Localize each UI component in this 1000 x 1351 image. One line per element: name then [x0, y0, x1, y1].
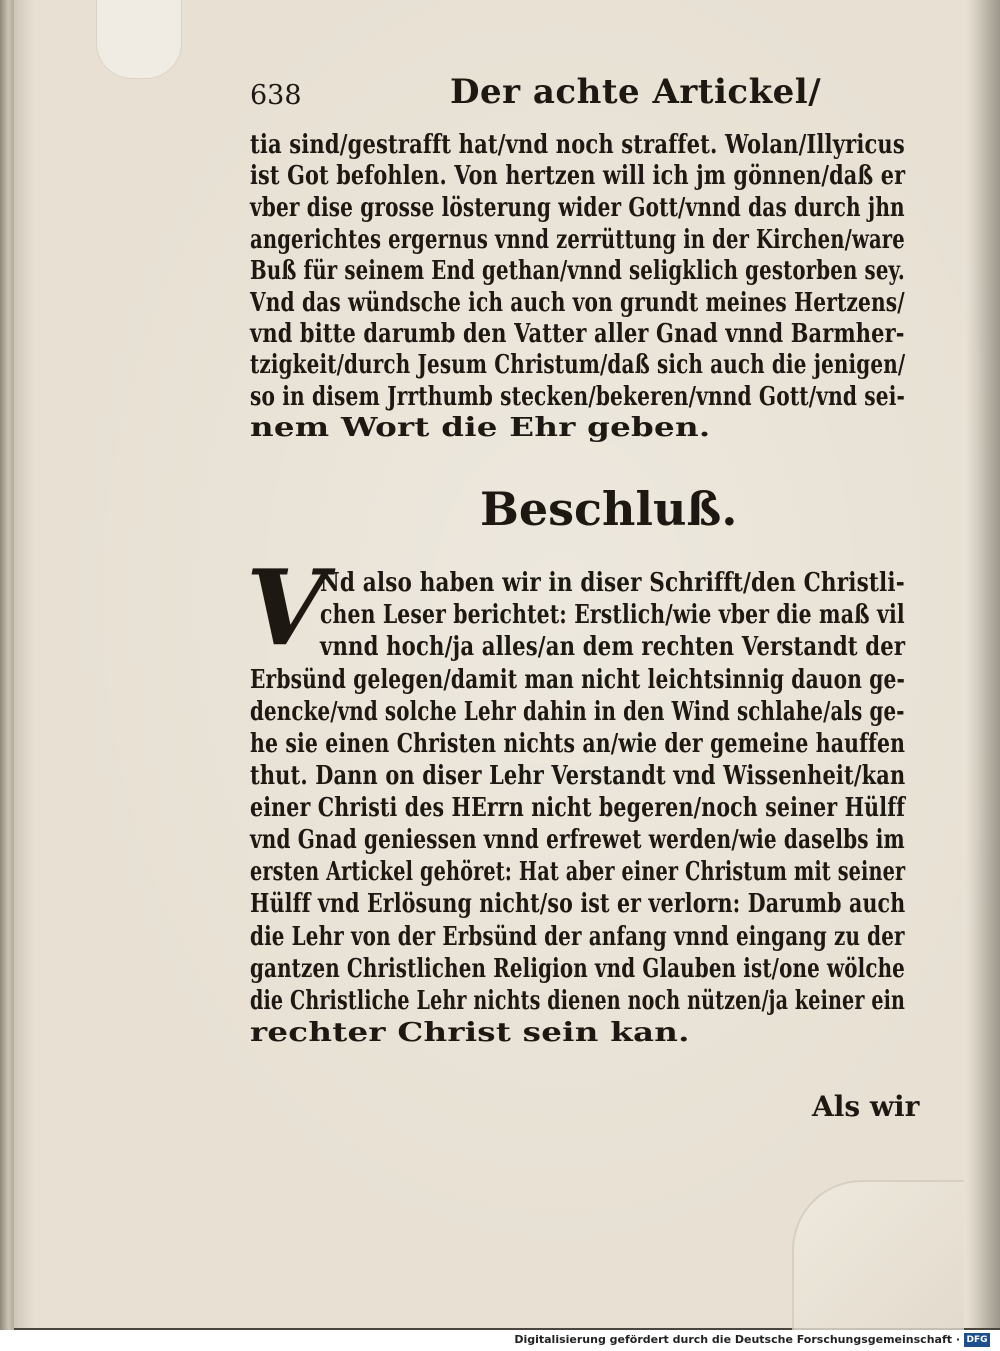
text-line: angerichtes ergernus vnnd zerrüttung in der Kirchen/ware	[250, 225, 905, 255]
text-line: tzigkeit/durch Jesum Christum/daß sich auch die jenigen/	[250, 350, 906, 380]
page-number: 638	[250, 80, 302, 111]
running-head: Der achte Artickel/	[450, 72, 822, 112]
text-line: he sie einen Christen nichts an/wie der gemeine hauffen	[250, 729, 906, 759]
dfg-logo-icon: DFG	[964, 1333, 990, 1347]
text-line: vber dise grosse lösterung wider Gott/vnnd das durch jhn	[250, 193, 905, 223]
page-header	[250, 70, 920, 120]
text-line: thut. Dann on diser Lehr Verstandt vnd Wissenheit/kan	[250, 761, 906, 791]
text-line: vnd Gnad geniessen vnnd erfrewet werden/wie daselbs im	[250, 825, 905, 855]
text-line: tia sind/gestrafft hat/vnd noch straffet. Wolan/Illyricus	[250, 130, 905, 160]
text-line: Vnd das wündsche ich auch von grundt meines Hertzens/	[250, 288, 905, 318]
text-line: dencke/vnd solche Lehr dahin in den Wind schlahe/als ge-	[250, 697, 905, 727]
text-line: gantzen Christlichen Religion vnd Glauben ist/one wölche	[250, 954, 905, 984]
drop-cap: V	[246, 546, 327, 669]
text-line: Nd also haben wir in diser Schrifft/den Christli-	[320, 568, 905, 598]
text-line: die Lehr von der Erbsünd der anfang vnnd eingang zu der	[250, 922, 905, 952]
text-line: chen Leser berichtet: Erstlich/wie vber die maß vil	[320, 600, 905, 630]
section-heading: Beschluß.	[480, 482, 738, 536]
text-line: ersten Artickel gehöret: Hat aber einer Christum mit seiner	[250, 857, 906, 887]
text-line: die Christliche Lehr nichts dienen noch nützen/ja keiner ein	[250, 986, 906, 1016]
footer-credit: Digitalisierung gefördert durch die Deutsche Forschungsgemeinschaft ·	[514, 1333, 960, 1346]
text-line: ist Got befohlen. Von hertzen will ich jm gönnen/daß er	[250, 161, 906, 191]
text-line: Erbsünd gelegen/damit man nicht leichtsinnig dauon ge-	[250, 665, 906, 695]
text-line: Buß für seinem End gethan/vnnd seligklich gestorben sey.	[250, 256, 905, 286]
text-line: rechter Christ sein kan.	[250, 1018, 690, 1048]
text-line: einer Christi des HErrn nicht begeren/noch seiner Hülff	[250, 793, 906, 823]
catchword: Als wir	[812, 1090, 920, 1123]
text-line: nem Wort die Ehr geben.	[250, 413, 711, 443]
text-line: vnd bitte darumb den Vatter aller Gnad vnnd Barmher-	[250, 319, 905, 349]
text-line: Hülff vnd Erlösung nicht/so ist er verlorn: Darumb auch	[250, 889, 906, 919]
digitization-footer	[0, 1330, 1000, 1351]
text-line: vnnd hoch/ja alles/an dem rechten Verstandt der	[320, 632, 906, 662]
text-line: so in disem Jrrthumb stecken/bekeren/vnnd Gott/vnd sei-	[250, 382, 906, 412]
